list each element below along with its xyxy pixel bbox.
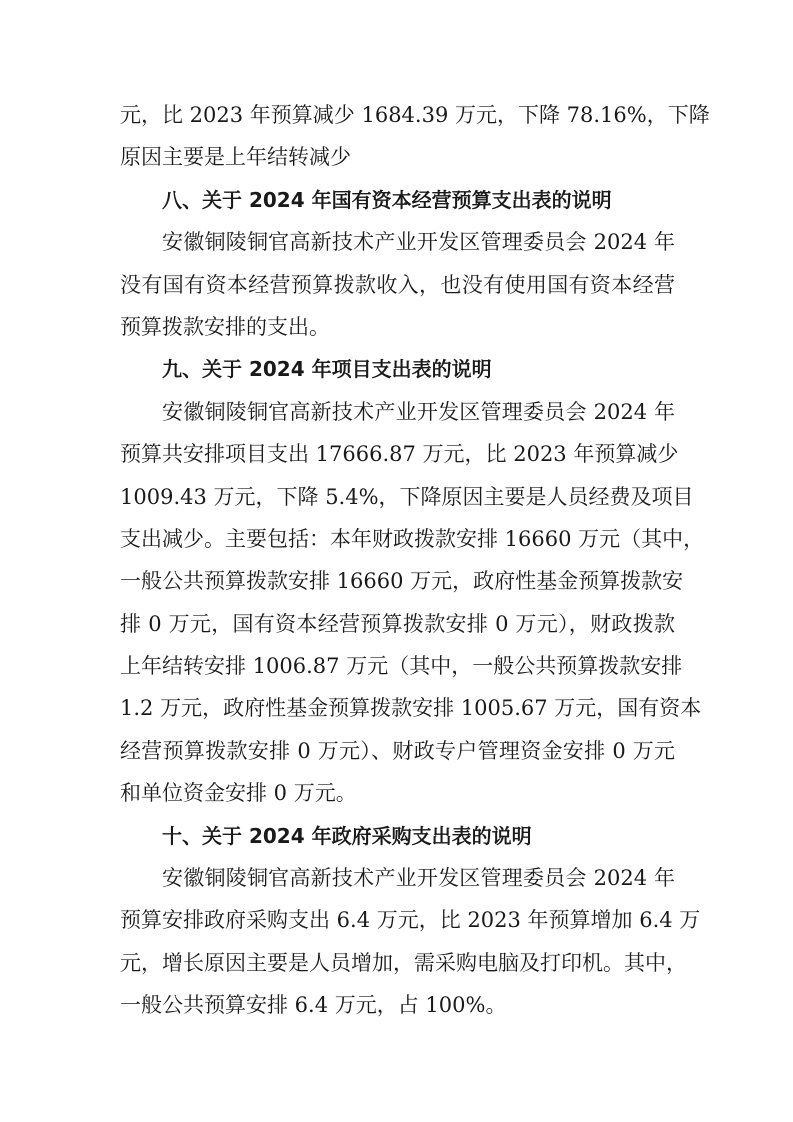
paragraph-line: 原因主要是上年结转减少: [120, 145, 351, 170]
section-heading: 九、关于 2024 年项目支出表的说明: [162, 357, 492, 382]
paragraph-line: 没有国有资本经营预算拨款收入，也没有使用国有资本经营: [120, 272, 675, 297]
document-page: [120, 94, 710, 1027]
paragraph-line: 元，增长原因主要是人员增加，需采购电脑及打印机。其中，: [120, 950, 687, 975]
paragraph-line: 一般公共预算安排 6.4 万元，占 100%。: [120, 993, 507, 1018]
paragraph-line: 预算共安排项目支出 17666.87 万元，比 2023 年预算减少: [120, 442, 679, 467]
paragraph-line: 元，比 2023 年预算减少 1684.39 万元，下降 78.16%，下降: [120, 103, 710, 127]
section-heading: 八、关于 2024 年国有资本经营预算支出表的说明: [162, 187, 612, 212]
paragraph-line: 排 0 万元，国有资本经营预算拨款安排 0 万元），财政拨款: [120, 611, 675, 636]
paragraph-line: 预算拨款安排的支出。: [120, 314, 330, 339]
paragraph-line: 上年结转安排 1006.87 万元（其中，一般公共预算拨款安排: [120, 654, 683, 679]
section-heading: 十、关于 2024 年政府采购支出表的说明: [162, 823, 532, 848]
paragraph-line: 支出减少。主要包括：本年财政拨款安排 16660 万元（其中，: [120, 526, 705, 551]
paragraph-line: 一般公共预算拨款安排 16660 万元，政府性基金预算拨款安: [120, 569, 684, 594]
paragraph-line: 安徽铜陵铜官高新技术产业开发区管理委员会 2024 年: [162, 866, 675, 891]
paragraph-line: 1.2 万元，政府性基金预算拨款安排 1005.67 万元，国有资本: [120, 696, 702, 721]
paragraph-line: 安徽铜陵铜官高新技术产业开发区管理委员会 2024 年: [162, 230, 675, 255]
paragraph-line: 经营预算拨款安排 0 万元）、财政专户管理资金安排 0 万元: [120, 738, 675, 763]
paragraph-line: 预算安排政府采购支出 6.4 万元，比 2023 年预算增加 6.4 万: [120, 908, 701, 933]
paragraph-line: 安徽铜陵铜官高新技术产业开发区管理委员会 2024 年: [162, 399, 675, 424]
paragraph-line: 和单位资金安排 0 万元。: [120, 781, 357, 806]
paragraph-line: 1009.43 万元，下降 5.4%，下降原因主要是人员经费及项目: [120, 484, 694, 509]
